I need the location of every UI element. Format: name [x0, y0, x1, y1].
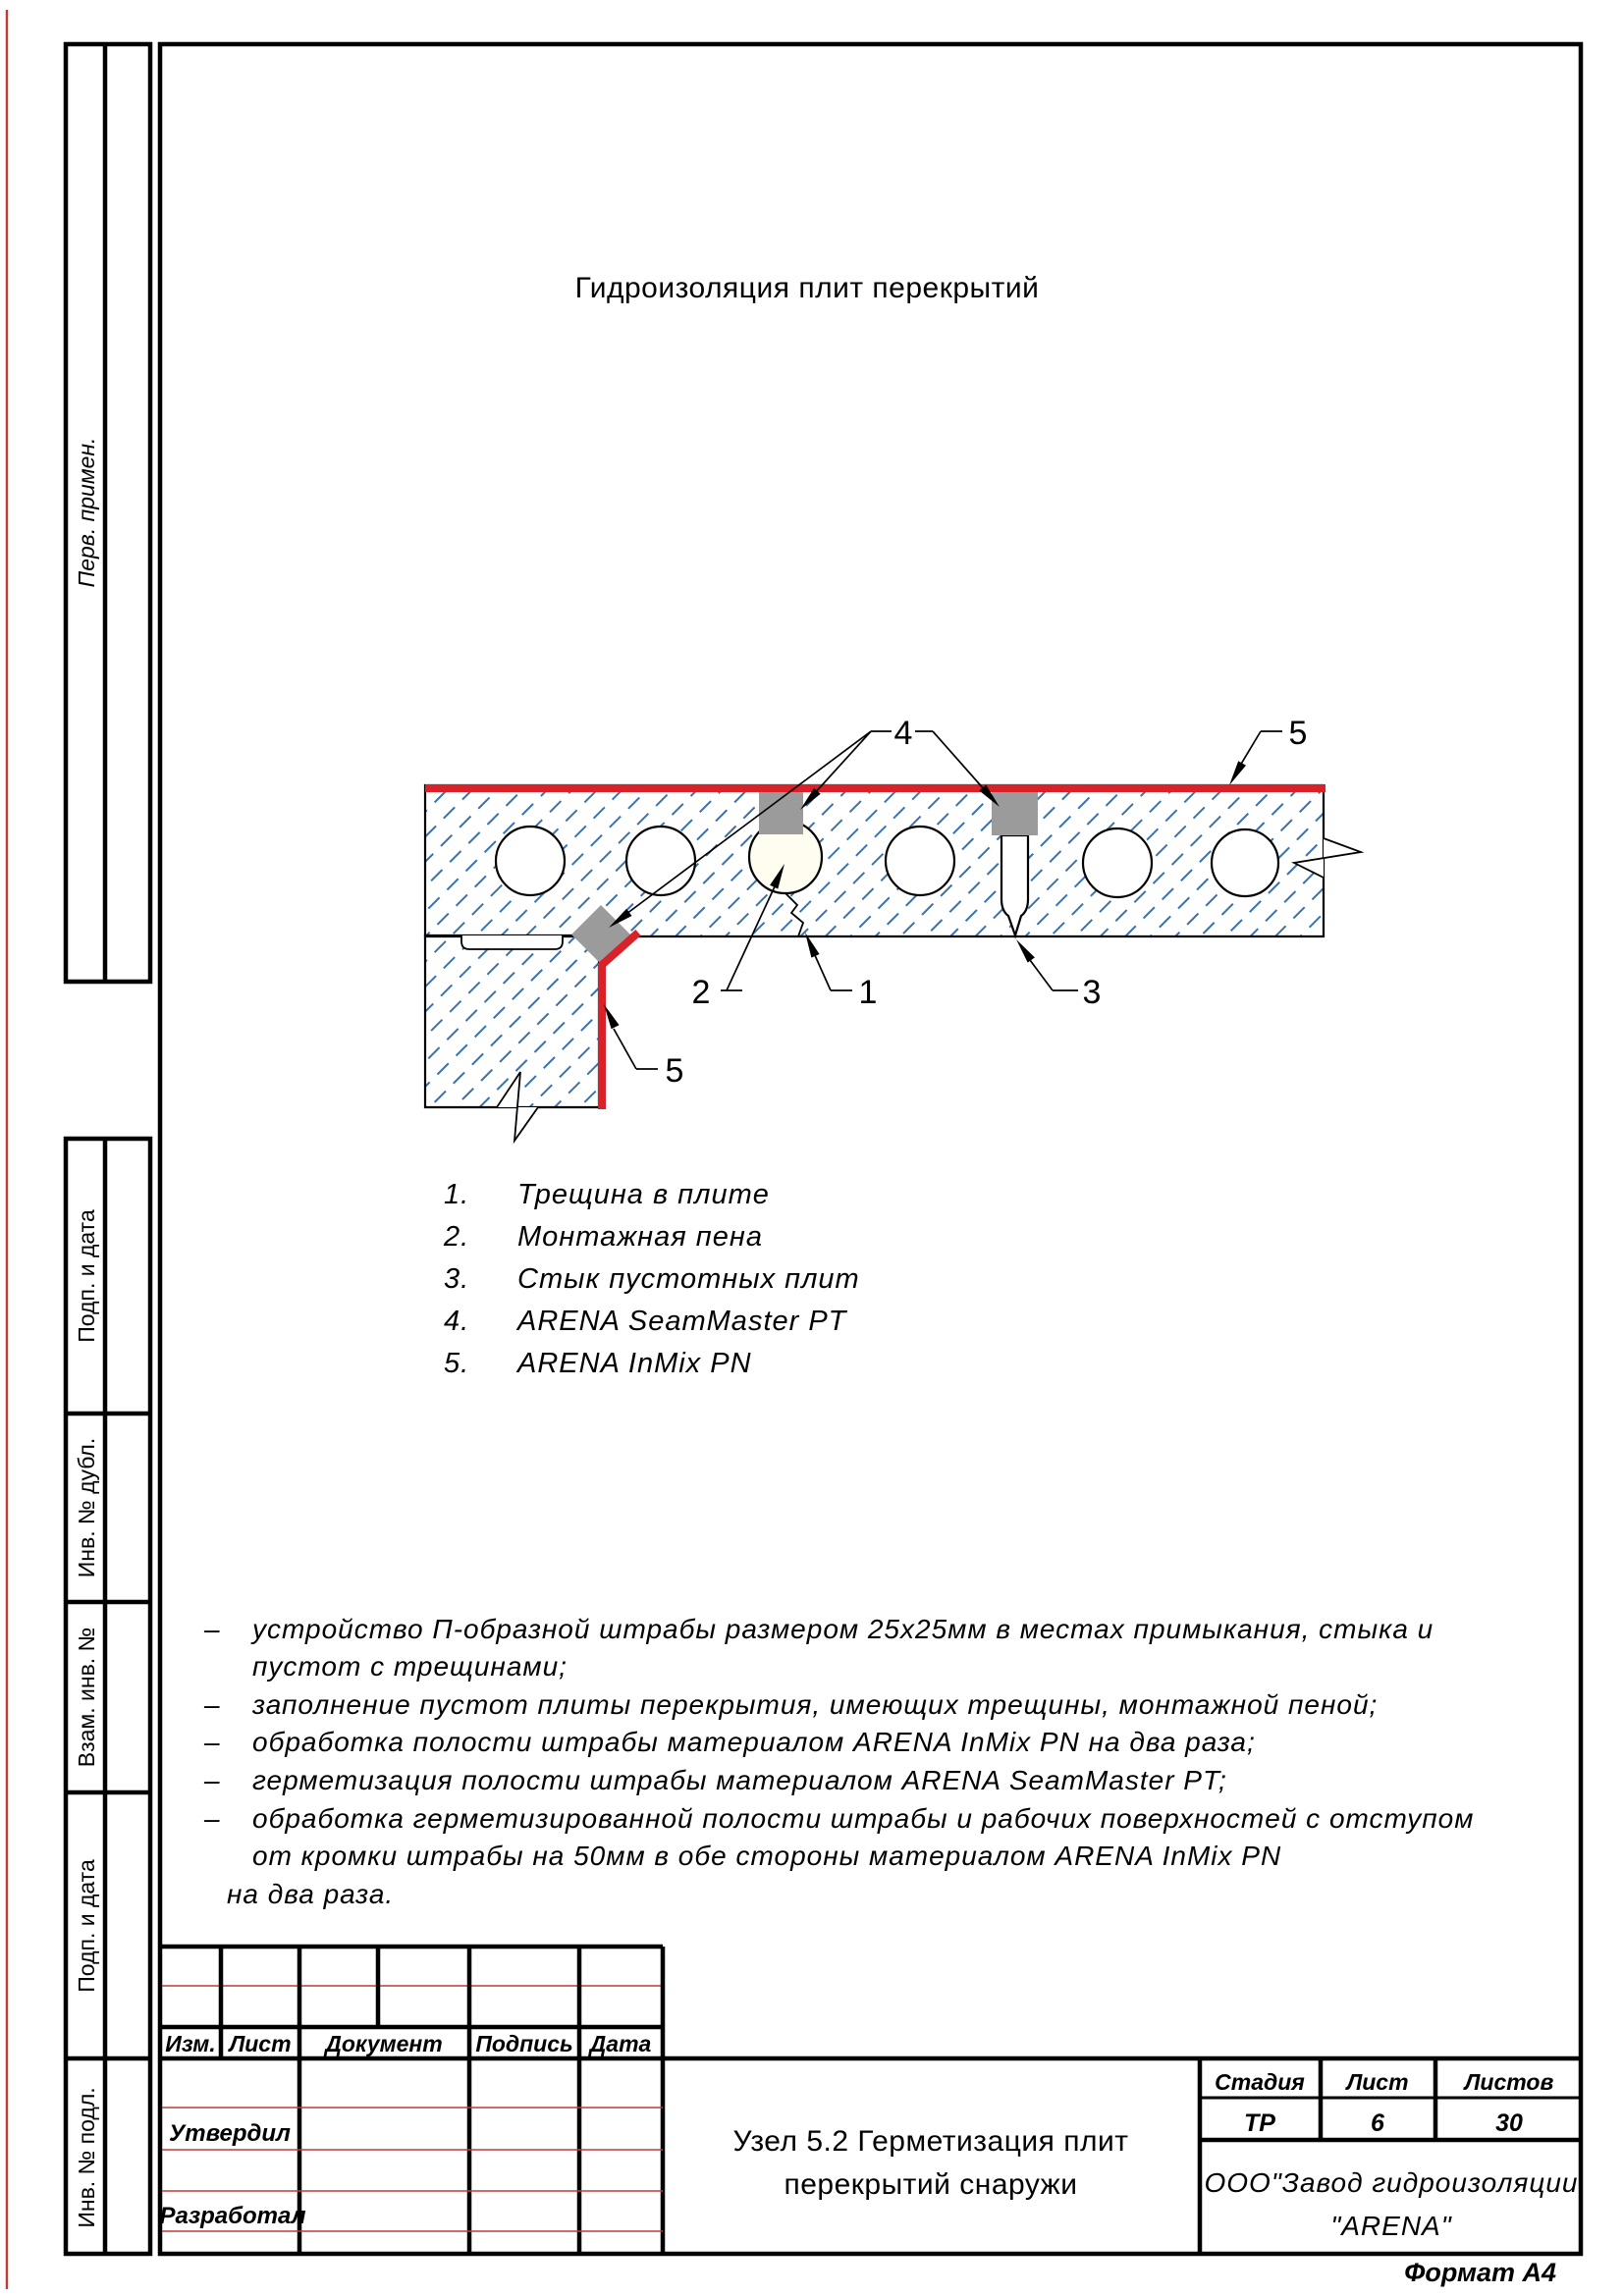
- margin-column: [66, 44, 150, 2254]
- sheets-header: Листов: [1464, 2069, 1554, 2095]
- margin-label-podp-data-1: Подп. и дата: [74, 1209, 99, 1343]
- company-line2: "ARENA": [1330, 2211, 1452, 2241]
- waterproofing-top-coat: [425, 784, 1325, 792]
- legend-item-num: 1.: [444, 1179, 470, 1210]
- legend-item-num: 2.: [444, 1221, 470, 1253]
- slab-void: [1212, 829, 1278, 896]
- rev-header-doc: Документ: [325, 2031, 443, 2056]
- company-line1: ООО"Завод гидроизоляции: [1204, 2167, 1579, 2198]
- stage-header: Стадия: [1215, 2069, 1305, 2095]
- waterproofing-corner-coat: [602, 933, 638, 1109]
- slab-void: [496, 827, 565, 895]
- title-block: [159, 1947, 1581, 2254]
- note-dash: –: [204, 1727, 221, 1757]
- legend-item-text: Стык пустотных плит: [517, 1263, 860, 1295]
- note-dash: –: [204, 1803, 221, 1834]
- callout-5-bottom-label: 5: [665, 1052, 684, 1090]
- sheet-value: 6: [1371, 2109, 1384, 2137]
- note-dash: –: [204, 1689, 221, 1720]
- wall-groove: [461, 935, 563, 949]
- stage-value: ТР: [1244, 2109, 1275, 2137]
- slab-void: [886, 827, 954, 895]
- spec-notes: [203, 1614, 1474, 1909]
- margin-label-vzam-inv: Взам. инв. №: [74, 1627, 99, 1768]
- callout-3-label: 3: [1082, 974, 1102, 1011]
- note-line: устройство П-образной штрабы размером 25х25мм в местах примыкания, стыка и: [252, 1614, 1434, 1644]
- sign-row-approved: Утвердил: [169, 2120, 291, 2147]
- format-note: Формат А4: [1404, 2258, 1556, 2287]
- callout-5-top-label: 5: [1288, 715, 1308, 752]
- callout-3: [1016, 939, 1101, 1011]
- rev-header-izm: Изм.: [165, 2031, 216, 2056]
- note-line: герметизация полости штрабы материалом ARENA SeamMaster PT;: [252, 1765, 1227, 1795]
- rev-header-list: Лист: [229, 2031, 292, 2056]
- legend-list: [443, 1179, 860, 1379]
- detail-diagram: [425, 715, 1361, 1141]
- legend-item-text: ARENA SeamMaster PT: [517, 1306, 847, 1337]
- note-line: пустот с трещинами;: [252, 1651, 568, 1682]
- slab-void: [626, 827, 695, 895]
- sealant-patch: [759, 790, 803, 834]
- note-line: обработка полости штрабы материалом ARENA InMix PN на два раза;: [252, 1727, 1256, 1757]
- legend-item-text: Трещина в плите: [517, 1179, 770, 1210]
- wall-section: [425, 935, 599, 1107]
- note-dash: –: [204, 1614, 221, 1644]
- margin-label-inv-dubl: Инв. № дубл.: [74, 1437, 99, 1578]
- callout-1: [805, 933, 877, 1011]
- sign-row-developed: Разработал: [159, 2203, 306, 2229]
- callout-5-top: [1229, 715, 1307, 785]
- sheets-value: 30: [1495, 2109, 1523, 2137]
- rev-header-data: Дата: [589, 2031, 652, 2056]
- page-title: Гидроизоляция плит перекрытий: [574, 272, 1040, 304]
- note-line: на два раза.: [227, 1879, 395, 1909]
- callout-2-label: 2: [691, 974, 711, 1011]
- callout-1-label: 1: [858, 974, 878, 1011]
- node-title-line1: Узел 5.2 Герметизация плит: [732, 2125, 1129, 2158]
- margin-label-perv-primen: Перв. примен.: [74, 437, 99, 588]
- margin-label-inv-podl: Инв. № подл.: [74, 2087, 99, 2228]
- callout-4-label: 4: [893, 715, 913, 752]
- legend-item-text: ARENA InMix PN: [517, 1348, 752, 1379]
- note-line: заполнение пустот плиты перекрытия, имеющих трещины, монтажной пеной;: [252, 1689, 1379, 1720]
- legend-item-num: 4.: [444, 1306, 470, 1337]
- sealant-patch: [992, 790, 1038, 835]
- legend-item-text: Монтажная пена: [517, 1221, 763, 1253]
- drawing-frame: [160, 44, 1581, 2254]
- note-dash: –: [204, 1765, 221, 1795]
- note-line: обработка герметизированной полости штрабы и рабочих поверхностей с отступом: [252, 1803, 1475, 1834]
- margin-label-podp-data-2: Подп. и дата: [74, 1859, 99, 1993]
- rev-header-podpis: Подпись: [475, 2031, 573, 2056]
- node-title-line2: перекрытий снаружи: [784, 2168, 1078, 2201]
- note-line: от кромки штрабы на 50мм в обе стороны материалом ARENA InMix PN: [252, 1841, 1282, 1871]
- slab-void: [1083, 828, 1152, 897]
- legend-item-num: 5.: [444, 1348, 470, 1379]
- callout-5-bottom: [604, 1004, 683, 1090]
- legend-item-num: 3.: [444, 1263, 470, 1295]
- sheet-header: Лист: [1346, 2069, 1409, 2095]
